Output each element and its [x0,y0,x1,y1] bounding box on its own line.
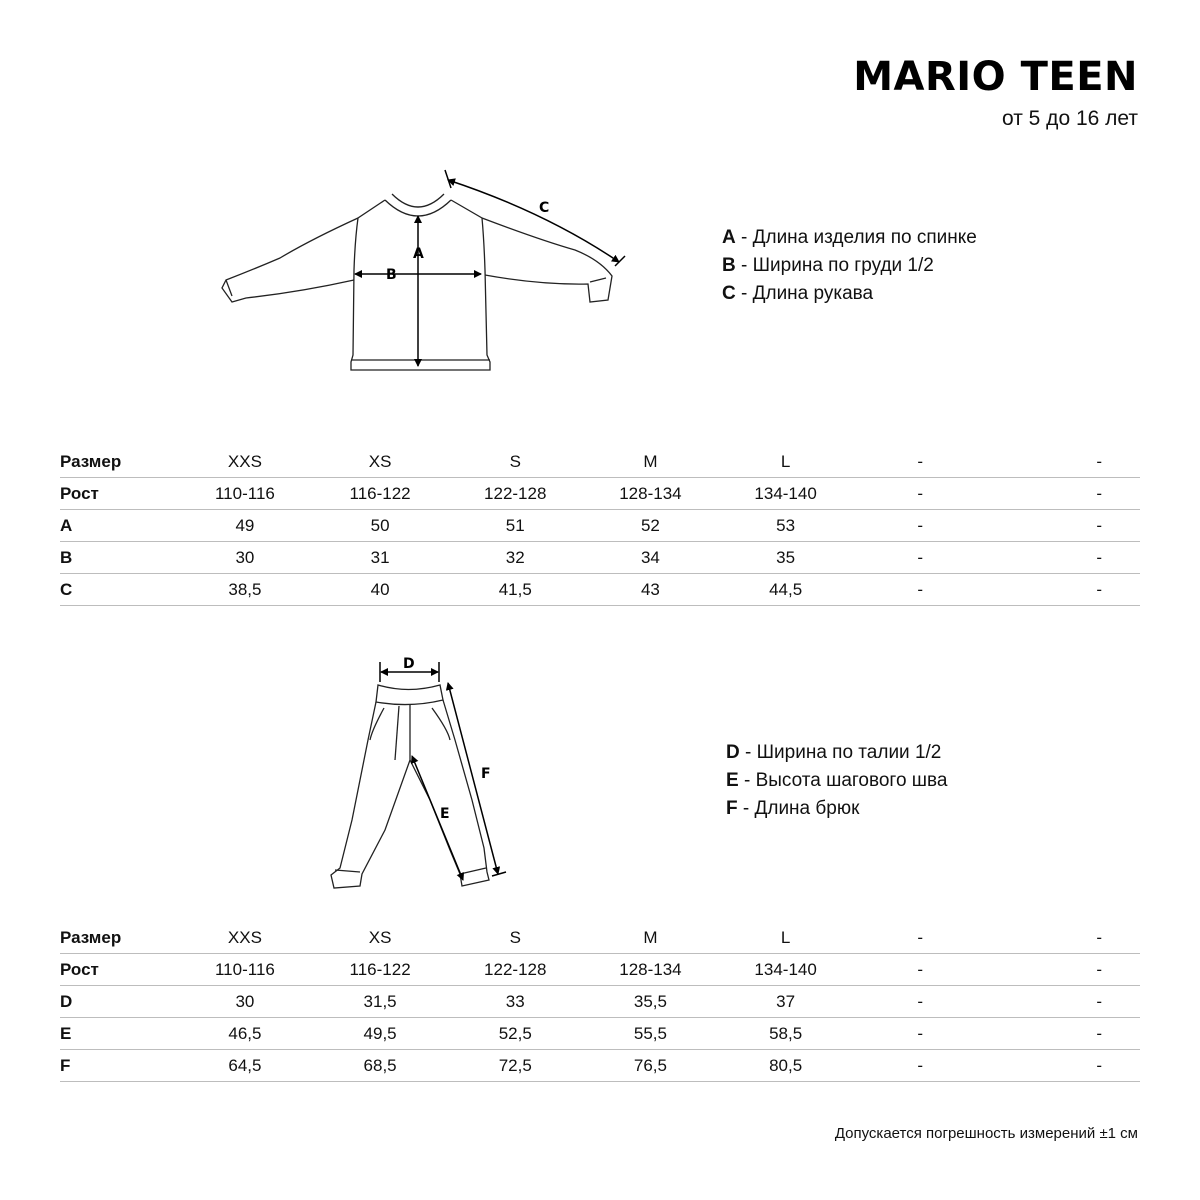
measure-e-label: E [440,806,450,822]
measure-f-label: F [481,766,491,782]
table-row: D 30 31,5 33 35,5 37 - - [60,986,1140,1018]
legend-item-f: F - Длина брюк [726,798,860,819]
top-size-table [60,446,1140,606]
table-row: A 49 50 51 52 53 - - [60,510,1140,542]
measure-a-label: A [413,246,424,262]
bottom-legend [726,739,947,823]
measure-d-label: D [403,656,415,672]
legend-item-e: E - Высота шагового шва [726,770,948,791]
table-row: B 30 31 32 34 35 - - [60,542,1140,574]
measure-e-line [412,756,463,880]
age-range-subtitle: от 5 до 16 лет [1002,107,1138,130]
measure-c-line [448,180,619,262]
table-row: F 64,5 68,5 72,5 76,5 80,5 - - [60,1050,1140,1082]
table-row: E 46,5 49,5 52,5 55,5 58,5 - - [60,1018,1140,1050]
bottom-size-table [60,922,1140,1082]
legend-item-d: D - Ширина по талии 1/2 [726,742,942,763]
trousers-drawing [331,685,489,888]
measure-c-label: C [539,200,550,216]
top-legend [722,224,977,308]
measurement-tolerance-note: Допускается погрешность измерений ±1 см [834,1125,1138,1142]
measure-b-label: B [386,267,397,283]
table-row: Размер XXS XS S M L - - [60,922,1140,954]
table-row: C 38,5 40 41,5 43 44,5 - - [60,574,1140,606]
table-row: Рост 110-116 116-122 122-128 128-134 134-140 - - [60,954,1140,986]
sweatshirt-drawing [222,194,612,370]
table-row: Рост 110-116 116-122 122-128 128-134 134-140 - - [60,478,1140,510]
legend-item-c: C - Длина рукава [722,283,874,304]
legend-item-b: B - Ширина по груди 1/2 [722,255,934,276]
table-row: Размер XXS XS S M L - - [60,446,1140,478]
page-title: MARIO TEEN [853,54,1138,100]
legend-item-a: A - Длина изделия по спинке [722,227,977,248]
